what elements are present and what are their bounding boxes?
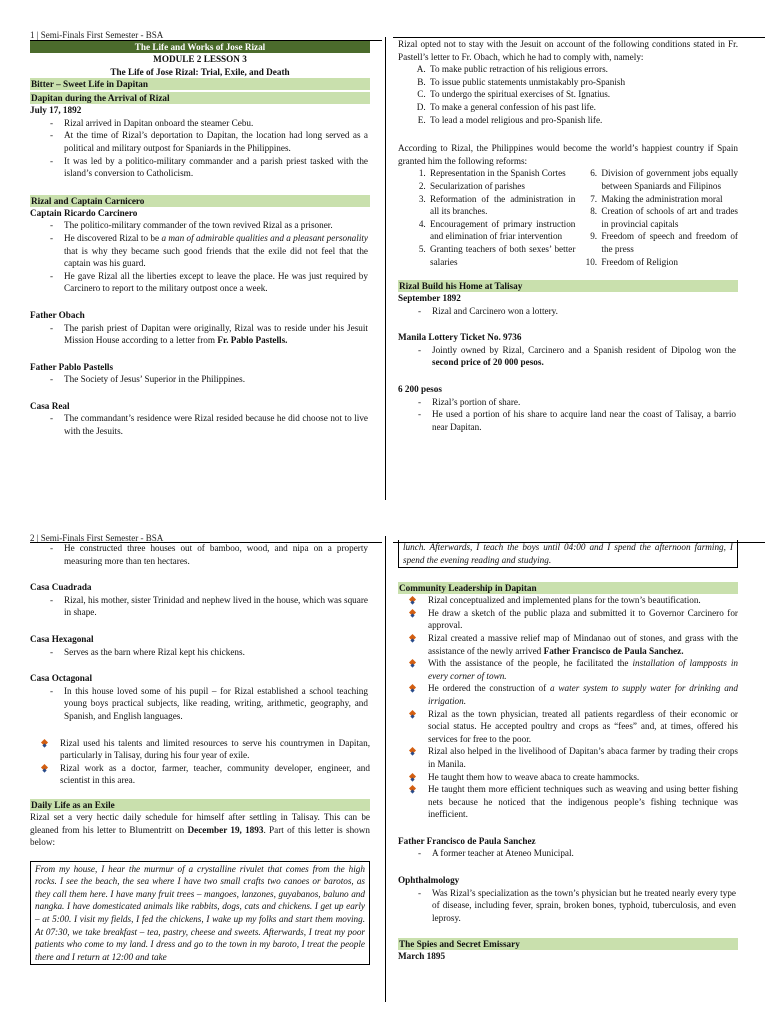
list-item: Rizal also helped in the livelihood of Dapitan’s abaca farmer by trading their crops in Manila. (398, 745, 738, 770)
subheading: Father Francisco de Paula Sanchez (398, 835, 536, 846)
paragraph: Rizal opted not to stay with the Jesuit on account of the following conditions stated in Fr. Pastell’s letter to Fr. Obach, which he had to comply with, namely: (398, 39, 738, 62)
list-item: - The Society of Jesus’ Superior in the Philippines. (30, 373, 370, 386)
list-item: Rizal used his talents and limited resources to serve his countrymen in Dapitan, particularly in Talisay, during his four year of exile. (30, 737, 370, 762)
list-item: - A former teacher at Ateneo Municipal. (398, 847, 738, 860)
arrow-bullet-icon (410, 660, 416, 667)
octagonal-list (30, 685, 370, 723)
list-item: He draw a sketch of the public plaza and submitted it to Governor Carcinero for approval. (398, 607, 738, 632)
page-2 (0, 512, 768, 1024)
list-item: - He discovered Rizal to be a man of admirable qualities and a pleasant personality that is why they became such good friends that the exile did not feel that the captain was his guard. (30, 232, 370, 270)
subheading: Casa Octagonal (30, 673, 93, 684)
page-header: 1 | Semi-Finals First Semester - BSA (30, 30, 164, 40)
arrow-bullet-icon (410, 711, 416, 718)
subheading: Captain Ricardo Carcinero (30, 207, 138, 218)
course-title-bar: The Life and Works of Jose Rizal (30, 41, 370, 53)
list-item: - He gave Rizal all the liberties except to leave the place. He was just required by Carcinero to report to the military outpost once a week. (30, 270, 370, 295)
column-divider (385, 37, 386, 500)
list-item: Rizal work as a doctor, farmer, teacher, community developer, engineer, and scientist in this area. (30, 762, 370, 787)
casareal-list (30, 412, 370, 437)
ophth-list (398, 887, 738, 925)
reforms-right (575, 167, 738, 268)
community-list (398, 594, 738, 821)
list-item: He taught them more efficient techniques such as weaving and using better fishing nets because he noticed that the indigenous people’s fishing technique was inefficient. (398, 783, 738, 821)
list-item: - The parish priest of Dapitan were originally, Rizal was to reside under his Jesuit Mission House according to a letter from Fr. Pablo Pastells. (30, 322, 370, 347)
arrow-bullet-icon (410, 774, 416, 781)
sept-list (398, 305, 738, 318)
list-item: A. To make public retraction of his religious errors. (428, 63, 738, 76)
subheading: Casa Cuadrada (30, 582, 92, 593)
date-heading: March 1895 (398, 951, 446, 962)
list-item: C. To undergo the spiritual exercises of St. Ignatius. (428, 88, 738, 101)
lottery-list (398, 344, 738, 369)
list-item: - Rizal arrived in Dapitan onboard the steamer Cebu. (30, 117, 370, 130)
arrow-bullet-icon (410, 685, 416, 692)
arrow-bullet-icon (410, 786, 416, 793)
sanchez-list (398, 847, 738, 860)
date-heading: September 1892 (398, 293, 461, 304)
right-column (398, 38, 738, 433)
pastells-list (30, 373, 370, 386)
list-item: 5. Granting teachers of both sexes’ better salaries (428, 243, 575, 268)
carnicero-list (30, 219, 370, 295)
list-item: - At the time of Rizal’s deportation to Dapitan, the location had long served as a political and military outpost for Spaniards in the Philippines. (30, 129, 370, 154)
list-item: Rizal created a massive relief map of Mindanao out of stones, and grass with the assistance of the newly arrived Father Francisco de Paula Sanchez. (398, 632, 738, 657)
pesos-list (398, 396, 738, 434)
list-item: - He used a portion of his share to acquire land near the coast of Talisay, a barrio near Dapitan. (398, 408, 738, 433)
list-item: - Serves as the barn where Rizal kept his chickens. (30, 646, 370, 659)
list-item: With the assistance of the people, he facilitated the installation of lampposts in every corner of town. (398, 657, 738, 682)
subheading: 6 200 pesos (398, 384, 442, 395)
column-divider (385, 536, 386, 1002)
list-item: 9. Freedom of speech and freedom of the press (599, 230, 738, 255)
letter-quote-box: From my house, I hear the murmur of a crystalline rivulet that comes from the high rocks. I see the beach, the sea where I have two small crafts two canoes or barotos, as they call them here. I have many fruit trees – mangoes, lanzones, guyabanos, baluno and nangka. I have domesticated animals like rabbits, dogs, cats and chickens. I get up early – at 5:00. I visit my fields, I fed the chickens, I wake up my folks and start them moving. At 07:30, we take breakfast – tea, pastry, cheese and sweets. Afterwards, I treat my poor patients who come to my land. I dress and go to the town in my baroto, I treat the people there and I return at 12:00 and take (30, 861, 370, 966)
list-item: - In this house loved some of his pupil – for Rizal established a school teaching young boys practical subjects, like reading, writing, arithmetic, geography, and Spanish, and English languages. (30, 685, 370, 723)
reforms-list (398, 167, 738, 268)
arrival-list (30, 117, 370, 180)
hexagonal-list (30, 646, 370, 659)
arrow-bullet-icon (410, 635, 416, 642)
subheading: Casa Real (30, 400, 70, 411)
list-item: Rizal as the town physician, treated all patients regardless of their economic or social status. He accepted poultry and crops as “fees” and, at times, offered his services for free to the poor. (398, 708, 738, 746)
right-column (398, 540, 738, 963)
reforms-left (398, 167, 575, 268)
letter-quote-box-continued: lunch. Afterwards, I teach the boys until 04:00 and I spend the afternoon farming, I spend the evening reading and studying. (398, 540, 738, 568)
cuadrada-list (30, 594, 370, 619)
section-bar: Daily Life as an Exile (30, 799, 370, 811)
arrow-bullet-icon (410, 748, 416, 755)
list-item: - Rizal, his mother, sister Trinidad and nephew lived in the house, which was square in shape. (30, 594, 370, 619)
list-item: - The commandant’s residence were Rizal resided because he did choose not to live with the Jesuits. (30, 412, 370, 437)
left-column (30, 542, 370, 965)
list-item: 3. Reformation of the administration in all its branches. (428, 193, 575, 218)
arrow-bullet-icon (410, 597, 416, 604)
list-item: 8. Creation of schools of art and trades in provincial capitals (599, 205, 738, 230)
page-1 (0, 0, 768, 510)
paragraph: Rizal set a very hectic daily schedule for himself after settling in Talisay. This can be gleaned from his letter to Blumentritt on December 19, 1893. Part of this letter is shown below: (30, 811, 370, 848)
obach-list (30, 322, 370, 347)
list-item: D. To make a general confession of his past life. (428, 101, 738, 114)
list-item: E. To lead a model religious and pro-Spanish life. (428, 114, 738, 127)
list-item: 1. Representation in the Spanish Cortes (428, 167, 575, 180)
list-item: Rizal conceptualized and implemented plans for the town’s beautification. (398, 594, 738, 607)
section-bar: Community Leadership in Dapitan (398, 582, 738, 594)
subheading: Father Pablo Pastells (30, 361, 114, 372)
list-item: 10. Freedom of Religion (599, 256, 738, 269)
list-item: - The politico-military commander of the town revived Rizal as a prisoner. (30, 219, 370, 232)
module-heading: MODULE 2 LESSON 3 (153, 54, 247, 64)
list-item: 7. Making the administration moral (599, 193, 738, 206)
page-header: 2 | Semi-Finals First Semester - BSA (30, 533, 164, 543)
section-bar: Rizal and Captain Carnicero (30, 195, 370, 207)
date-heading: July 17, 1892 (30, 105, 82, 116)
list-item: He ordered the construction of a water system to supply water for drinking and irrigation. (398, 682, 738, 707)
houses-list (30, 542, 370, 567)
conditions-list (398, 63, 738, 126)
section-bar: Dapitan during the Arrival of Rizal (30, 92, 370, 104)
list-item: - It was led by a politico-military commander and a parish priest tasked with the island’s conversion to Catholicism. (30, 155, 370, 180)
arrow-bullet-icon (42, 765, 48, 772)
section-bar: Rizal Build his Home at Talisay (398, 280, 738, 292)
subheading: Father Obach (30, 309, 85, 320)
list-item: - Jointly owned by Rizal, Carcinero and a Spanish resident of Dipolog won the second price of 20 000 pesos. (398, 344, 738, 369)
subheading: Manila Lottery Ticket No. 9736 (398, 332, 522, 343)
lesson-title: The Life of Jose Rizal: Trial, Exile, and Death (110, 66, 290, 77)
list-item: - Rizal and Carcinero won a lottery. (398, 305, 738, 318)
left-column (30, 41, 370, 438)
list-item: B. To issue public statements unmistakably pro-Spanish (428, 76, 738, 89)
talents-list (30, 737, 370, 787)
list-item: He taught them how to weave abaca to create hammocks. (398, 771, 738, 784)
list-item: 6. Division of government jobs equally between Spaniards and Filipinos (599, 167, 738, 192)
paragraph: According to Rizal, the Philippines would become the world’s happiest country if Spain granted him the following reforms: (398, 143, 738, 166)
list-item: - Rizal’s portion of share. (398, 396, 738, 409)
list-item: 4. Encouragement of primary instruction and elimination of friar intervention (428, 218, 575, 243)
list-item: 2. Secularization of parishes (428, 180, 575, 193)
section-bar: Bitter – Sweet Life in Dapitan (30, 78, 370, 90)
arrow-bullet-icon (42, 740, 48, 747)
arrow-bullet-icon (410, 610, 416, 617)
subheading: Ophthalmology (398, 875, 460, 886)
list-item: - He constructed three houses out of bamboo, wood, and nipa on a property measuring more than ten hectares. (30, 542, 370, 567)
list-item: - Was Rizal’s specialization as the town’s physician but he treated nearly every type of disease, including fever, sprain, broken bones, typhoid, tuberculosis, and even leprosy. (398, 887, 738, 925)
section-bar: The Spies and Secret Emissary (398, 938, 738, 950)
subheading: Casa Hexagonal (30, 633, 94, 644)
